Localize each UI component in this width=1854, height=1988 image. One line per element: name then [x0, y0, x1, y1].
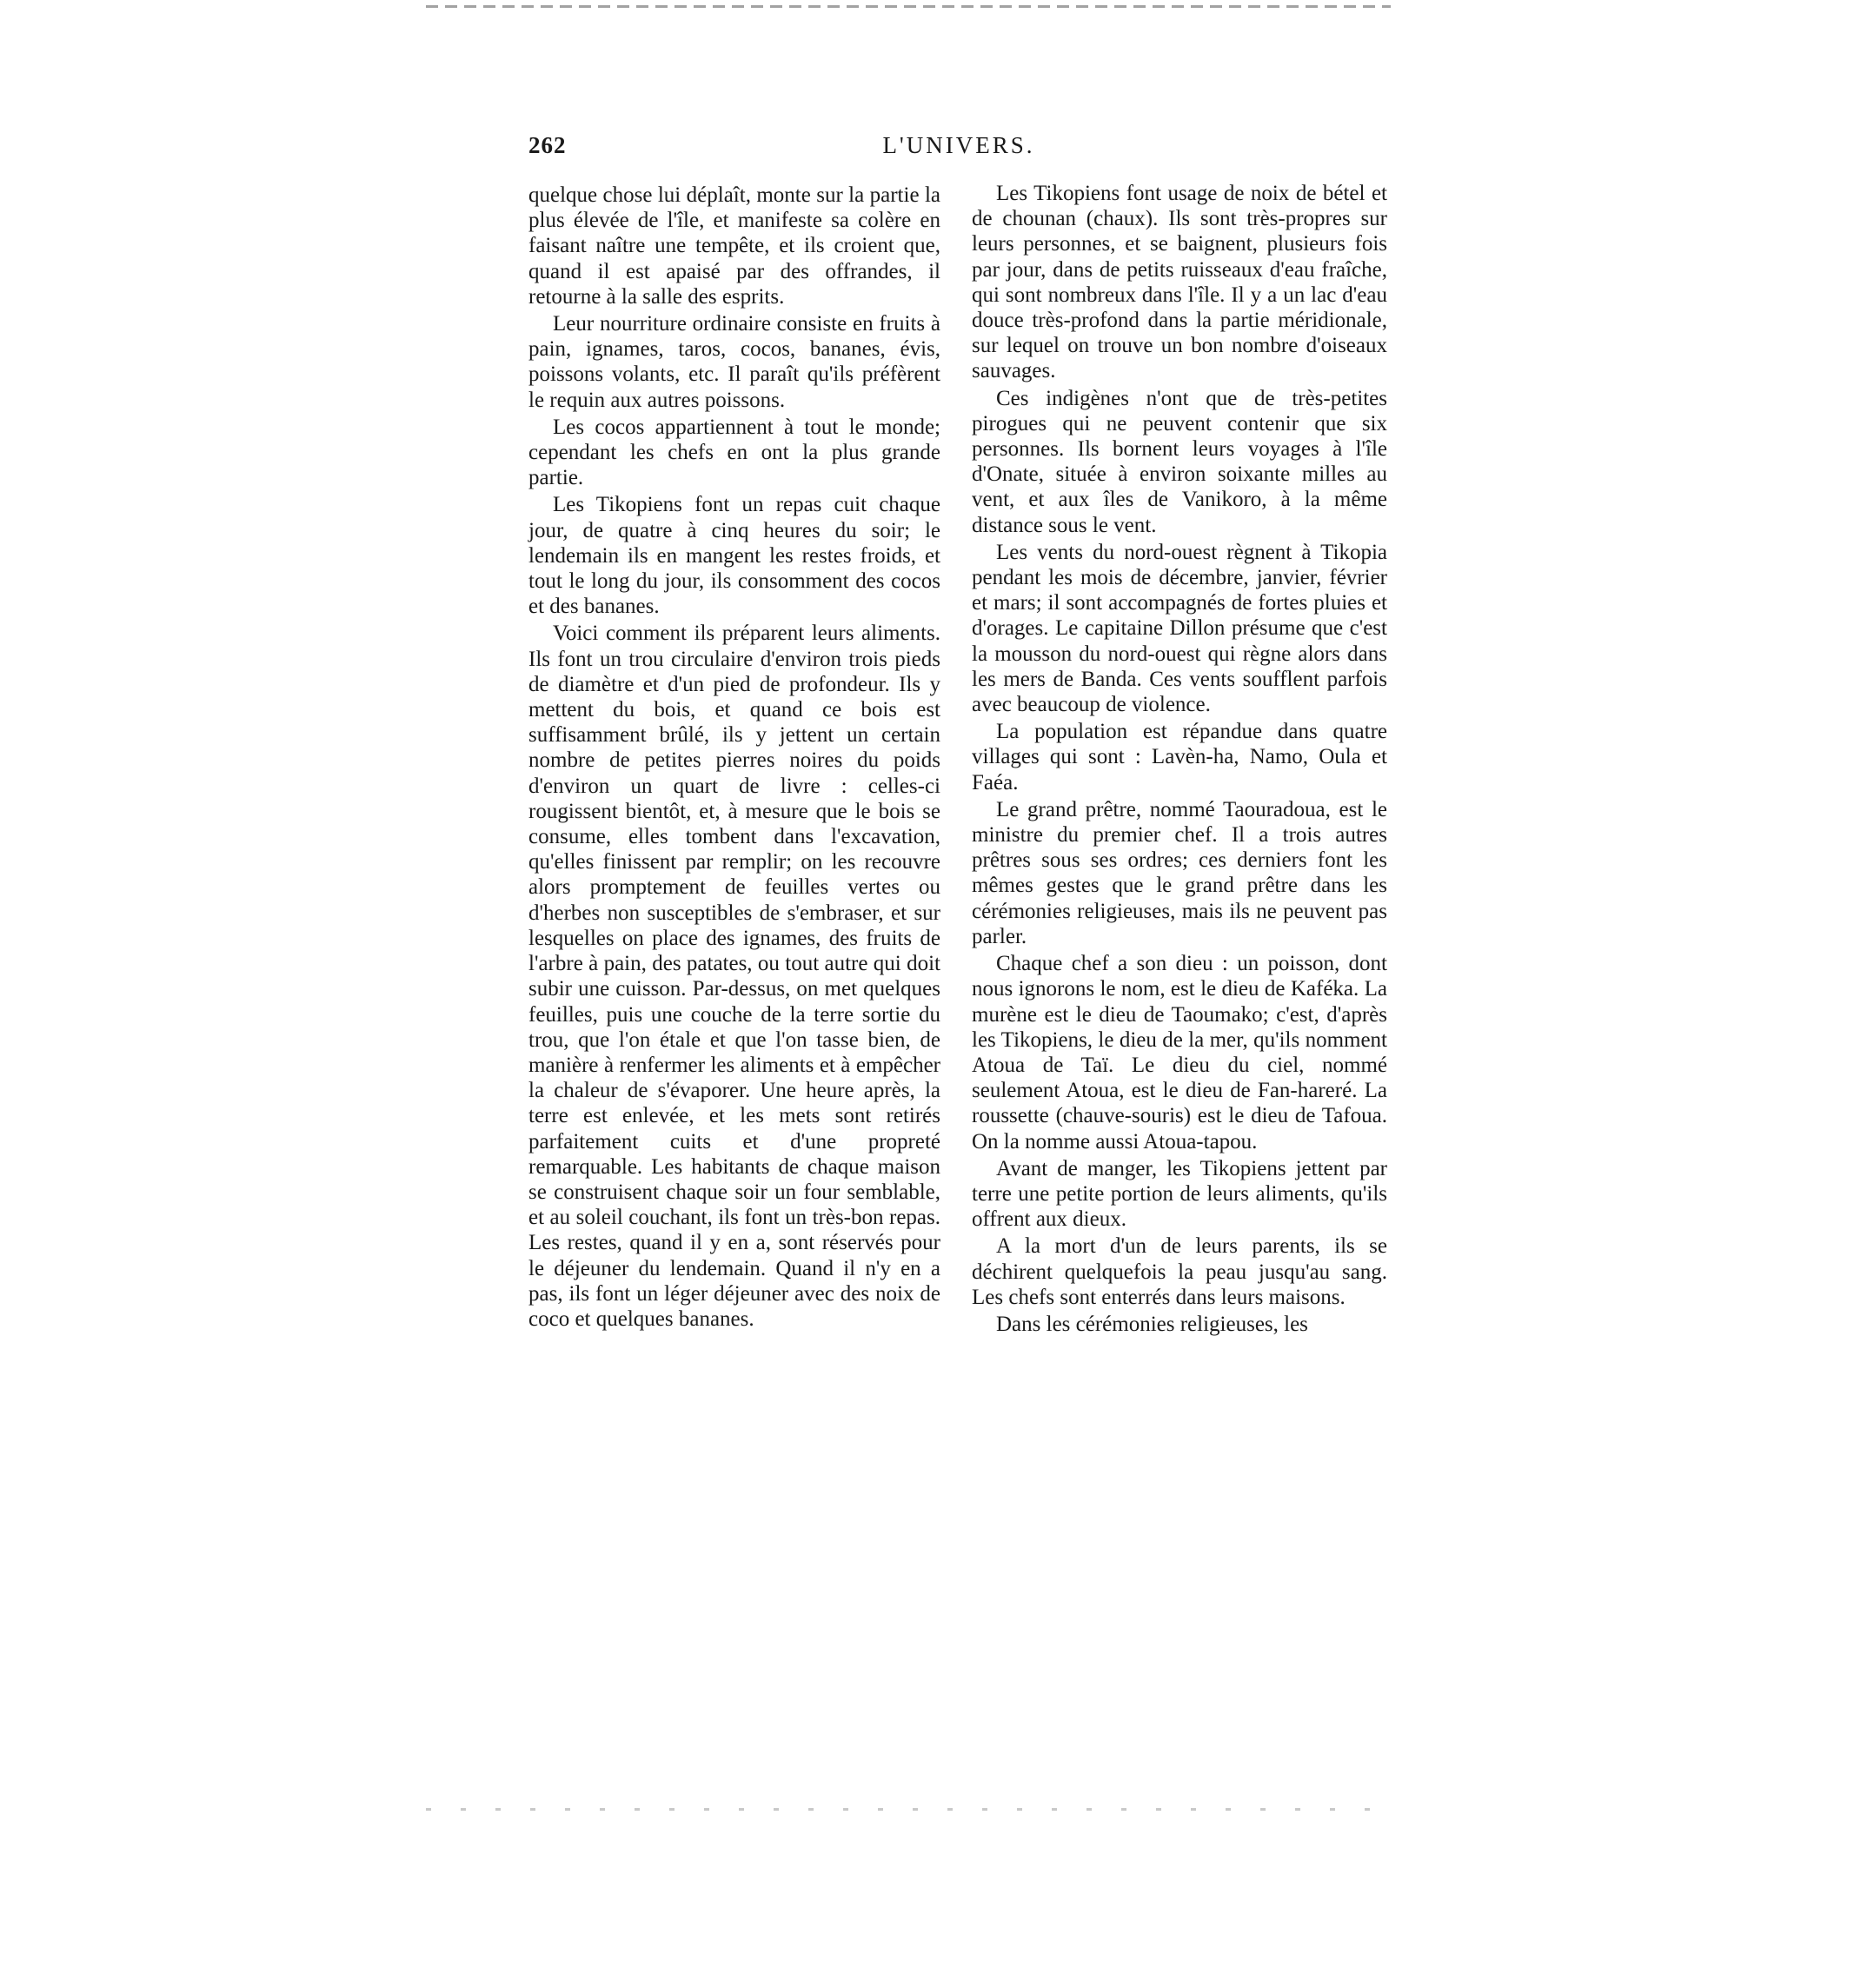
scan-artifact-top	[426, 5, 1391, 8]
paragraph: A la mort d'un de leurs parents, ils se déchirent quelquefois la peau jusqu'au sang. Les chefs sont enterrés dans leurs maisons.	[972, 1234, 1387, 1309]
paragraph: Chaque chef a son dieu : un poisson, dont nous ignorons le nom, est le dieu de Kaféka. La murène est le dieu de Taoumako; c'est, d'après les Tikopiens, le dieu de la mer, qu'ils nomment Atoua de Taï. Le dieu du ciel, nommé seulement Atoua, est le dieu de Fan-hareré. La roussette (chauve-souris) est le dieu de Tafoua. On la nomme aussi Atoua-tapou.	[972, 952, 1387, 1154]
paragraph: Les Tikopiens font un repas cuit chaque jour, de quatre à cinq heures du soir; le lendemain ils en mangent les restes froids, et tout le long du jour, ils consomment des cocos et des bananes.	[528, 493, 940, 619]
paragraph: Le grand prêtre, nommé Taouradoua, est le ministre du premier chef. Il a trois autres prêtres sous ses ordres; ces derniers font les mêmes gestes que le grand prêtre dans les cérémonies religieuses, mais ils ne peuvent pas parler.	[972, 797, 1387, 948]
paragraph: La population est répandue dans quatre villages qui sont : Lavèn-ha, Namo, Oula et Faéa.	[972, 720, 1387, 795]
page-number: 262	[528, 132, 567, 158]
paragraph: Dans les cérémonies religieuses, les	[996, 1312, 1308, 1336]
left-column	[528, 183, 940, 1333]
running-title: L'UNIVERS.	[882, 132, 1035, 158]
paragraph: Avant de manger, les Tikopiens jettent par terre une petite portion de leurs aliments, qu'ils offrent aux dieux.	[972, 1156, 1387, 1232]
scan-artifact-bottom	[426, 1808, 1382, 1811]
running-head	[528, 132, 1389, 167]
paragraph: Les cocos appartiennent à tout le monde; cependant les chefs en ont la plus grande partie.	[528, 415, 940, 490]
paragraph: Leur nourriture ordinaire consiste en fruits à pain, ignames, taros, cocos, bananes, évis, poissons volants, etc. Il paraît qu'ils préfèrent le requin aux autres poissons.	[528, 312, 940, 412]
paragraph: Les Tikopiens font usage de noix de bétel et de chounan (chaux). Ils sont très-propres sur leurs personnes, et se baignent, plusieurs fois par jour, dans de petits ruisseaux d'eau fraîche, qui sont nombreux dans l'île. Il y a un lac d'eau douce très-profond dans la partie méridionale, sur lequel on trouve un bon nombre d'oiseaux sauvages.	[972, 182, 1387, 383]
paragraph: quelque chose lui déplaît, monte sur la partie la plus élevée de l'île, et manifeste sa colère en faisant naître une tempête, et ils croient que, quand il est apaisé par des offrandes, il retourne à la salle des esprits.	[528, 183, 940, 309]
paragraph: Ces indigènes n'ont que de très-petites pirogues qui ne peuvent contenir que six personnes. Ils bornent leurs voyages à l'île d'Onate, située à environ soixante milles au vent, et aux îles de Vanikoro, à la même distance sous le vent.	[972, 386, 1387, 537]
paragraph: Les vents du nord-ouest règnent à Tikopia pendant les mois de décembre, janvier, février et mars; il sont accompagnés de fortes pluies et d'orages. Le capitaine Dillon présume que c'est la mousson du nord-ouest qui règne alors dans les mers de Banda. Ces vents soufflent parfois avec beaucoup de violence.	[972, 540, 1387, 717]
right-column	[972, 181, 1387, 1339]
paragraph: Voici comment ils préparent leurs aliments. Ils font un trou circulaire d'environ trois pieds de diamètre et d'un pied de profondeur. Ils y mettent du bois, et quand ce bois est suffisamment brûlé, ils y jettent un certain nombre de petites pierres noires du poids d'environ un quart de livre : celles-ci rougissent bientôt, et, à mesure que le bois se consume, elles tombent dans l'excavation, qu'elles finissent par remplir; on les recouvre alors promptement de feuilles vertes ou d'herbes non susceptibles de s'embraser, et sur lesquelles on place des ignames, des fruits de l'arbre à pain, des patates, ou tout autre qui doit subir une cuisson. Par-dessus, on met quelques feuilles, puis une couche de la terre sortie du trou, que l'on étale et que l'on tasse bien, de manière à renfermer les aliments et à empêcher la chaleur de s'évaporer. Une heure après, la terre est enlevée, et les mets sont retirés parfaitement cuits et d'une propreté remarquable. Les habitants de chaque maison se construisent chaque soir un four semblable, et au soleil couchant, ils font un très-bon repas. Les restes, quand il y en a, sont réservés pour le déjeuner du lendemain. Quand il n'y en a pas, ils font un léger déjeuner avec des noix de coco et quelques bananes.	[528, 622, 940, 1331]
